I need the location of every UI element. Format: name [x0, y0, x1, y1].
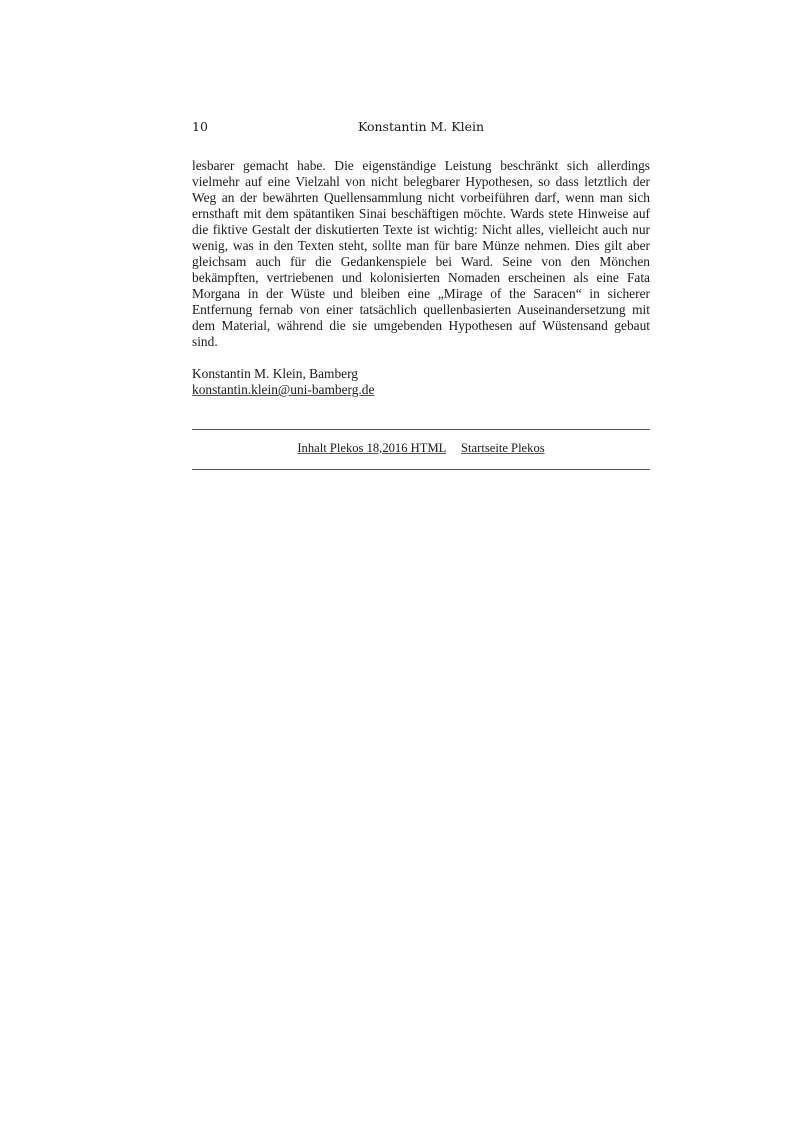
review-body: [192, 158, 650, 350]
nav-divider-bottom: [192, 469, 650, 470]
footer-nav: [192, 440, 650, 456]
homepage-link[interactable]: Startseite Plekos: [461, 441, 545, 455]
running-head: [192, 119, 650, 137]
author-name-place: Konstantin M. Klein, Bamberg: [192, 366, 359, 381]
author-signature: [192, 366, 650, 398]
body-paragraph: lesbarer gemacht habe. Die eigenständige Leistung beschränkt sich allerdings vielmehr auf eine Vielzahl von nicht belegbarer Hypothesen, so dass letztlich der Weg an der bewährten Quellensammlung nicht vorbeiführen darf, wenn man sich ernsthaft mit dem spätantiken Sinai beschäftigen möchte. Wards stete Hinweise auf die fiktive Gestalt der diskutierten Texte ist wichtig: Nicht alles, vielleicht auch nur wenig, was in den Texten steht, sollte man für bare Münze nehmen. Dies gilt aber gleichsam auch für die Gedankenspiele bei Ward. Seine von den Mönchen bekämpften, vertriebenen und kolonisierten Nomaden erscheinen als eine Fata Morgana in der Wüste und bleiben eine „Mirage of the Saracen“ in sicherer Entfernung fernab von einer tatsächlich quellenbasierten Auseinandersetzung mit dem Material, während die sie umgebenden Hypothesen auf Wüstensand gebaut sind.: [192, 158, 650, 349]
running-author: Konstantin M. Klein: [357, 119, 485, 134]
contents-link[interactable]: Inhalt Plekos 18,2016 HTML: [297, 441, 446, 455]
nav-divider-top: [192, 429, 650, 430]
author-email-link[interactable]: konstantin.klein@uni-bamberg.de: [192, 382, 375, 397]
page-number: 10: [192, 119, 208, 134]
